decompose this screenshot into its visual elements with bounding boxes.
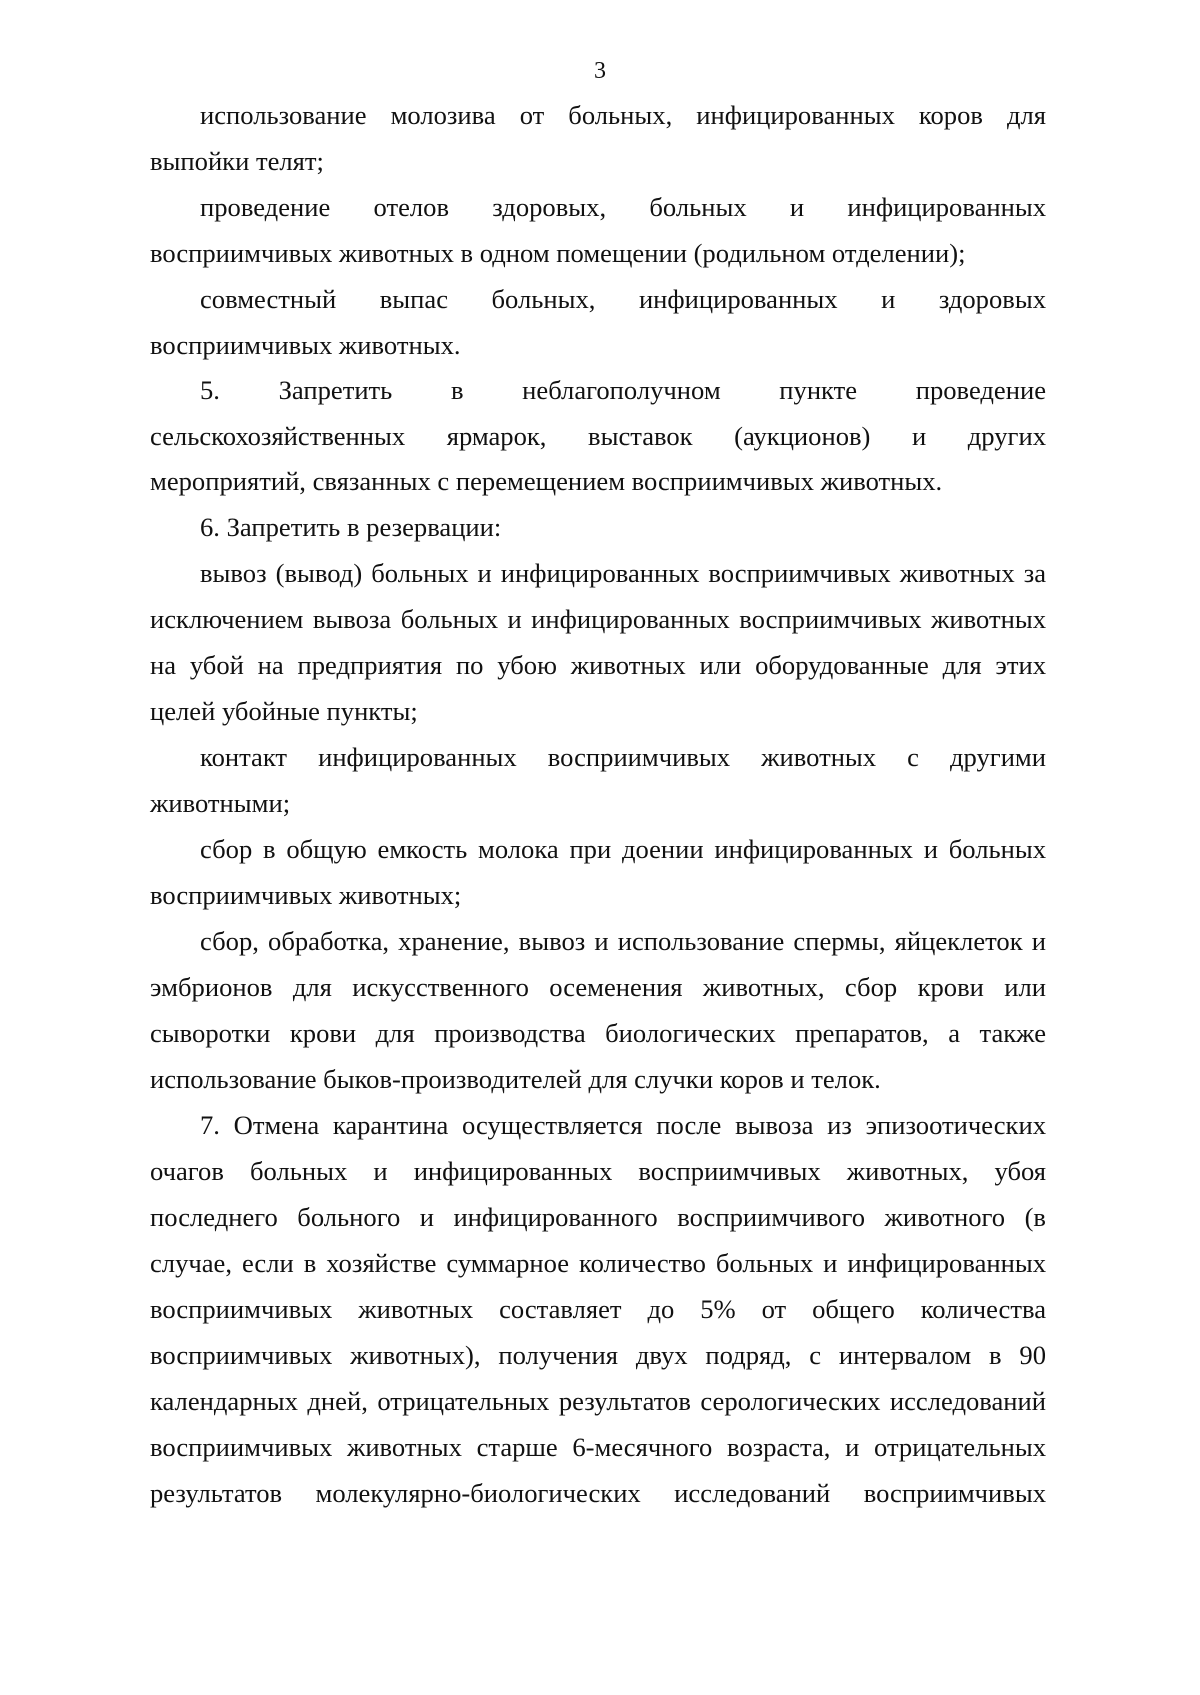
word: использование: [617, 926, 785, 956]
word: больных: [249, 1156, 348, 1186]
word: восприимчивых: [150, 1340, 333, 1370]
word: вывоз: [518, 926, 586, 956]
word: инфицированного: [453, 1202, 658, 1232]
word: отелов: [373, 192, 450, 222]
word: животных),: [350, 1340, 481, 1370]
word: животных: [346, 1432, 462, 1462]
word: здоровых,: [492, 192, 607, 222]
word: и: [373, 1156, 388, 1186]
word: при: [569, 834, 612, 864]
word: восприимчивых: [739, 604, 922, 634]
word: интервалом: [838, 1340, 972, 1370]
word: убоя: [994, 1156, 1046, 1186]
line-text: использование быков-производителей для случки коров и телок.: [150, 1064, 881, 1094]
text-line: [0, 691, 1200, 731]
paragraph-first-line: [0, 507, 1200, 547]
word: крови: [917, 972, 984, 1002]
word: в: [303, 1248, 317, 1278]
word: Запретить: [278, 375, 393, 405]
word: инфицированных: [531, 604, 730, 634]
word: эмбрионов: [150, 972, 273, 1002]
word: производства: [434, 1018, 586, 1048]
word: подряд,: [705, 1340, 792, 1370]
text-line: [0, 325, 1200, 365]
word: 5%: [700, 1294, 736, 1324]
word: предприятия: [297, 650, 443, 680]
word: для: [292, 972, 332, 1002]
word: и: [789, 192, 805, 222]
text-line: [0, 416, 1200, 456]
text-line: [0, 1151, 1200, 1191]
word: искусственного: [352, 972, 529, 1002]
paragraph-first-line: [0, 187, 1200, 227]
word: в: [450, 375, 464, 405]
word: здоровых: [938, 284, 1046, 314]
word: старше: [476, 1432, 558, 1462]
word: животных,: [702, 972, 825, 1002]
word: исследований: [674, 1478, 831, 1508]
word: сбор: [200, 834, 253, 864]
word: контакт: [200, 742, 288, 772]
word: сбор,: [200, 926, 259, 956]
word: сбор: [844, 972, 898, 1002]
word: и: [477, 558, 492, 588]
word: в: [989, 1340, 1002, 1370]
word: обработка,: [268, 926, 390, 956]
word: за: [1023, 558, 1046, 588]
word: животных: [570, 650, 686, 680]
word: сельскохозяйственных: [150, 421, 406, 451]
word: животных: [899, 558, 1015, 588]
word: инфицированных: [500, 558, 700, 588]
word: инфицированных: [714, 834, 913, 864]
text-line: [0, 1335, 1200, 1375]
word: этих: [995, 650, 1046, 680]
text-line: [0, 141, 1200, 181]
word: больных: [371, 558, 469, 588]
word: неблагополучном: [522, 375, 721, 405]
word: исключением: [150, 604, 304, 634]
word: животных: [761, 742, 877, 772]
word: составляет: [499, 1294, 622, 1324]
word: после: [656, 1110, 722, 1140]
word: исследований: [889, 1386, 1046, 1416]
word: препаратов,: [795, 1018, 929, 1048]
text-line: [0, 599, 1200, 639]
word: животных,: [846, 1156, 969, 1186]
word: инфицированных: [847, 1248, 1046, 1278]
text-line: [0, 783, 1200, 823]
line-text: выпойки телят;: [150, 146, 324, 176]
word: инфицированных: [696, 100, 895, 130]
word: на: [150, 650, 177, 680]
word: животных: [931, 604, 1046, 634]
word: и: [923, 834, 938, 864]
word: пункте: [779, 375, 858, 405]
text-line: [0, 461, 1200, 501]
word: количество: [579, 1248, 706, 1278]
word: инфицированных: [413, 1156, 613, 1186]
word: или: [1004, 972, 1046, 1002]
word: с: [907, 742, 919, 772]
word: хранение,: [398, 926, 510, 956]
word: и: [594, 926, 609, 956]
word: результатов: [558, 1386, 691, 1416]
paragraph-first-line: [0, 737, 1200, 777]
text-line: [0, 1381, 1200, 1421]
word: и: [507, 604, 522, 634]
paragraph-first-line: [0, 370, 1200, 410]
word: последнего: [150, 1202, 278, 1232]
word: получения: [498, 1340, 618, 1370]
word: совместный: [200, 284, 337, 314]
word: двух: [635, 1340, 688, 1370]
line-text: целей убойные пункты;: [150, 696, 418, 726]
word: хозяйстве: [326, 1248, 437, 1278]
word: больных,: [568, 100, 673, 130]
word: и: [911, 421, 927, 451]
word: больного: [297, 1202, 401, 1232]
word: и: [845, 1432, 860, 1462]
word: по: [455, 650, 484, 680]
word: эпизоотических: [865, 1110, 1046, 1140]
paragraph-first-line: [0, 829, 1200, 869]
word: 90: [1019, 1340, 1046, 1370]
text-line: [0, 1243, 1200, 1283]
text-line: [0, 967, 1200, 1007]
line-text: восприимчивых животных;: [150, 880, 462, 910]
word: до: [647, 1294, 675, 1324]
word: молока: [478, 834, 559, 864]
text-line: [0, 1059, 1200, 1099]
word: осеменения: [549, 972, 683, 1002]
word: общего: [812, 1294, 895, 1324]
word: общую: [286, 834, 367, 864]
word: проведение: [200, 192, 331, 222]
word: молозива: [390, 100, 496, 130]
word: биологических: [605, 1018, 776, 1048]
word: календарных: [150, 1386, 298, 1416]
paragraph-first-line: [0, 553, 1200, 593]
word: использование: [200, 100, 367, 130]
word: восприимчивых: [150, 1432, 333, 1462]
word: восприимчивых: [150, 1294, 333, 1324]
word: для: [942, 650, 982, 680]
word: больных: [400, 604, 498, 634]
word: (аукционов): [734, 421, 871, 451]
word: сыворотки: [150, 1018, 271, 1048]
word: вывоз: [200, 558, 267, 588]
text-line: [0, 233, 1200, 273]
word: емкость: [377, 834, 468, 864]
word: крови: [289, 1018, 357, 1048]
text-line: [0, 875, 1200, 915]
word: оборудованные: [755, 650, 929, 680]
text-line: [0, 645, 1200, 685]
text-line: [0, 1473, 1200, 1513]
word: а: [948, 1018, 960, 1048]
paragraph-first-line: [0, 1105, 1200, 1145]
word: яйцеклеток: [894, 926, 1023, 956]
word: отрицательных: [377, 1386, 550, 1416]
word: количества: [920, 1294, 1046, 1324]
word: отрицательных: [874, 1432, 1046, 1462]
word: и: [1031, 926, 1046, 956]
paragraph-first-line: [0, 921, 1200, 961]
text-line: [0, 1013, 1200, 1053]
word: проведение: [915, 375, 1046, 405]
word: вывоза: [735, 1110, 814, 1140]
word: восприимчивого: [677, 1202, 865, 1232]
word: Отмена: [233, 1110, 320, 1140]
word: вывоза: [312, 604, 392, 634]
word: и: [419, 1202, 434, 1232]
word: восприимчивых: [708, 558, 891, 588]
word: очагов: [150, 1156, 224, 1186]
word: коров: [918, 100, 983, 130]
word: 7.: [200, 1110, 220, 1140]
word: 6-месячного: [572, 1432, 713, 1462]
word: ярмарок,: [446, 421, 547, 451]
word: результатов: [150, 1478, 283, 1508]
line-text: 6. Запретить в резервации:: [200, 512, 502, 542]
word: выпас: [379, 284, 449, 314]
word: или: [699, 650, 742, 680]
word: восприимчивых: [547, 742, 731, 772]
word: карантина: [332, 1110, 449, 1140]
word: осуществляется: [462, 1110, 643, 1140]
word: другими: [950, 742, 1046, 772]
word: спермы,: [793, 926, 886, 956]
word: суммарное: [446, 1248, 570, 1278]
word: инфицированных: [847, 192, 1046, 222]
text-line: [0, 1197, 1200, 1237]
word: больных: [649, 192, 747, 222]
text-line: [0, 1289, 1200, 1329]
word: животного: [884, 1202, 1006, 1232]
word: для: [375, 1018, 415, 1048]
word: на: [257, 650, 284, 680]
word: в: [263, 834, 276, 864]
word: больных: [948, 834, 1046, 864]
word: (в: [1024, 1202, 1046, 1232]
word: других: [967, 421, 1046, 451]
word: если: [241, 1248, 294, 1278]
line-text: восприимчивых животных.: [150, 330, 461, 360]
word: доении: [621, 834, 704, 864]
line-text: мероприятий, связанных с перемещением восприимчивых животных.: [150, 466, 943, 496]
word: серологических: [700, 1386, 881, 1416]
word: инфицированных: [318, 742, 517, 772]
page-number: 3: [594, 58, 606, 84]
word: выставок: [588, 421, 693, 451]
paragraph-first-line: [0, 279, 1200, 319]
text-line: [0, 1427, 1200, 1467]
word: от: [761, 1294, 787, 1324]
word: от: [519, 100, 545, 130]
line-text: восприимчивых животных в одном помещении (родильном отделении);: [150, 238, 966, 268]
word: больных,: [491, 284, 596, 314]
word: из: [827, 1110, 852, 1140]
word: убою: [497, 650, 557, 680]
word: также: [979, 1018, 1046, 1048]
word: больных: [715, 1248, 814, 1278]
word: с: [809, 1340, 822, 1370]
paragraph-first-line: [0, 95, 1200, 135]
word: молекулярно-биологических: [315, 1478, 641, 1508]
word: (вывод): [275, 558, 363, 588]
word: восприимчивых: [863, 1478, 1046, 1508]
word: инфицированных: [638, 284, 838, 314]
word: восприимчивых: [638, 1156, 821, 1186]
word: животных: [358, 1294, 474, 1324]
word: 5.: [200, 375, 220, 405]
word: и: [823, 1248, 838, 1278]
word: дней,: [307, 1386, 368, 1416]
line-text: животными;: [150, 788, 291, 818]
word: возраста,: [726, 1432, 831, 1462]
word: и: [881, 284, 896, 314]
word: для: [1006, 100, 1046, 130]
word: случае,: [150, 1248, 233, 1278]
word: убой: [189, 650, 244, 680]
